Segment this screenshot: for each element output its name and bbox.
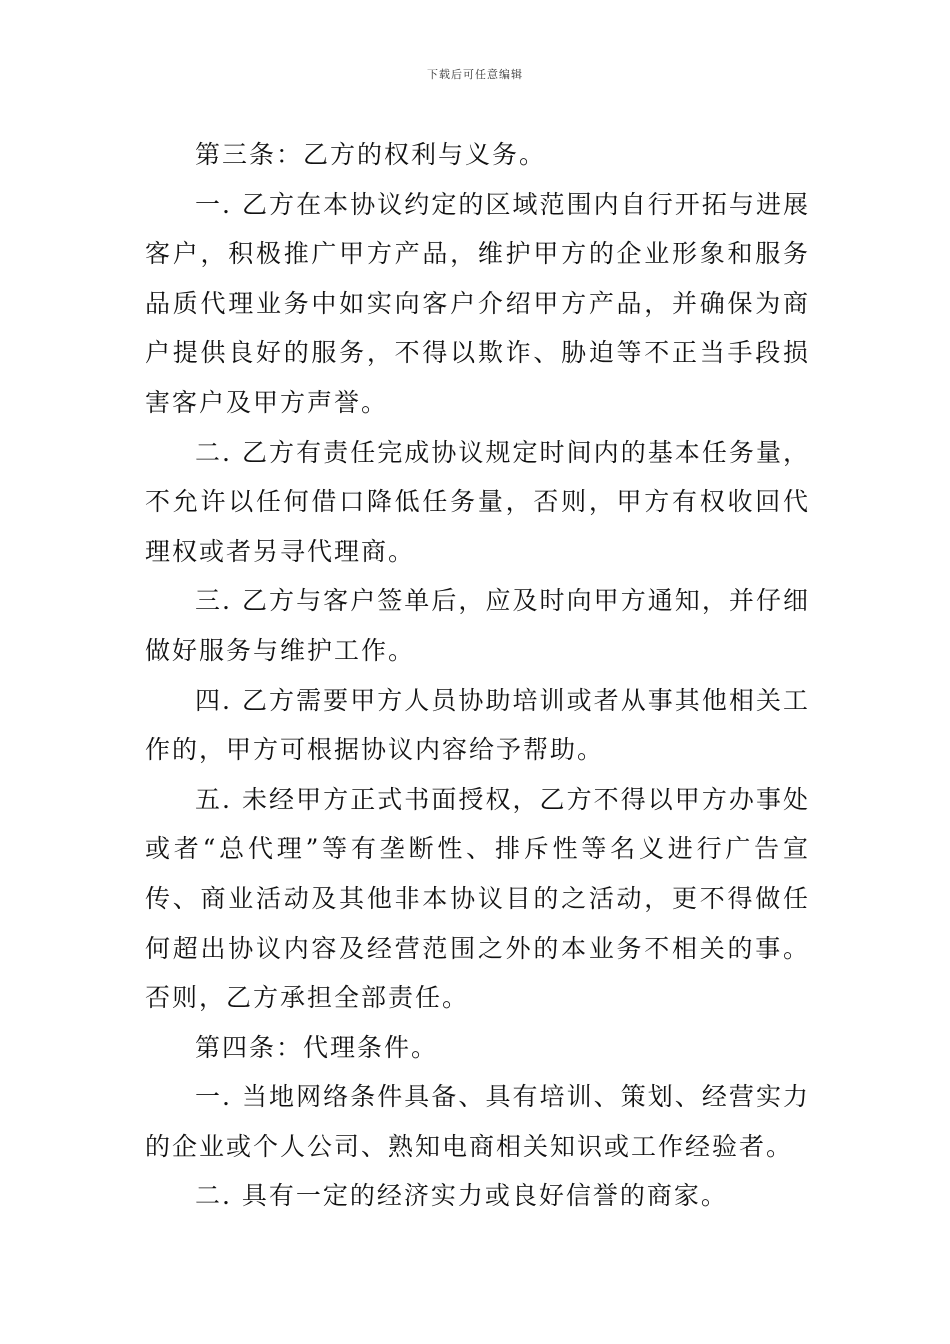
article-4-heading: 第四条：代理条件。 — [195, 1032, 439, 1062]
article-3-clause-2: 二. 乙方有责任完成协议规定时间内的基本任务量，不允许以任何借口降低任务量，否则，甲方有权收回代理权或者另寻代理商。 — [145, 437, 810, 566]
article-3-clause-1: 一. 乙方在本协议约定的区域范围内自行开拓与进展客户，积极推广甲方产品，维护甲方的企业形象和服务品质代理业务中如实向客户介绍甲方产品，并确保为商户提供良好的服务，不得以欺诈、胁迫等不正当手段损害客户及甲方声誉。 — [145, 189, 810, 417]
article-3-clause-5: 五. 未经甲方正式书面授权，乙方不得以甲方办事处或者“总代理”等有垄断性、排斥性等名义进行广告宣传、商业活动及其他非本协议目的之活动，更不得做任何超出协议内容及经营范围之外的本业务不相关的事。否则，乙方承担全部责任。 — [145, 784, 810, 1013]
page-header-note: 下载后可任意编辑 — [427, 68, 523, 81]
article-4-clause-2: 二. 具有一定的经济实力或良好信誉的商家。 — [195, 1181, 728, 1211]
article-3-clause-3: 三. 乙方与客户签单后，应及时向甲方通知，并仔细做好服务与维护工作。 — [145, 586, 810, 665]
article-3-clause-4: 四. 乙方需要甲方人员协助培训或者从事其他相关工作的，甲方可根据协议内容给予帮助。 — [145, 685, 810, 765]
article-3-heading: 第三条：乙方的权利与义务。 — [195, 140, 547, 169]
article-4-clause-1: 一. 当地网络条件具备、具有培训、策划、经营实力的企业或个人公司、熟知电商相关知识或工作经验者。 — [145, 1082, 810, 1161]
document-body — [145, 130, 810, 1221]
